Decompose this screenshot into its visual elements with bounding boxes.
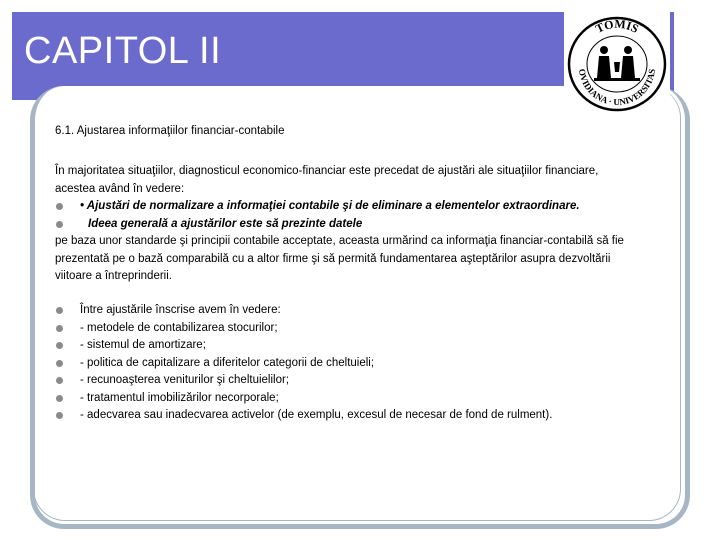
bullet-dot-icon — [56, 377, 63, 384]
bullet-dot-icon — [56, 325, 63, 332]
bullet-general-idea: Ideea generală a ajustărilor este să prezinte datele — [55, 216, 665, 234]
seal-text-bottom: OVIDIANA · UNIVERSITAS — [576, 68, 657, 108]
continuation-line-1: pe baza unor standarde şi principii contabile acceptate, aceasta urmărind ca informaţia financiar-contabilă să fie — [55, 235, 624, 247]
list-item: - metodele de contabilizarea stocurilor; — [55, 320, 665, 338]
list-item: - recunoaşterea veniturilor şi cheltuielilor; — [55, 372, 665, 390]
bullet-dot-icon — [56, 221, 63, 228]
list-item: - politica de capitalizare a diferitelor categorii de cheltuieli; — [55, 355, 665, 373]
intro-line-1: În majoritatea situaţiilor, diagnosticul economico-financiar este precedat de ajustări ale situaţiilor financiare, — [55, 165, 599, 177]
seal-text-top: TOMIS — [593, 16, 641, 36]
intro-line-2: acestea având în vedere: — [55, 182, 185, 195]
continuation-line-2: prezentată pe o bază comparabilă cu a altor firme şi să permită fundamentarea aşteptărilor asupra dezvoltării — [55, 252, 611, 265]
list-item: - adecvarea sau inadecvarea activelor (de exemplu, excesul de necesar de fond de rulment). — [55, 407, 665, 425]
bullet-dot-icon — [56, 395, 63, 402]
list-item: - tratamentul imobilizărilor necorporale; — [55, 390, 665, 408]
bullet-dot-icon — [56, 307, 63, 314]
bullet-dot-icon — [56, 203, 63, 210]
bullet-normalization: • Ajustări de normalizare a informaţiei contabile şi de eliminare a elementelor extraordinare. — [55, 198, 665, 216]
continuation-line-3: viitoare a întreprinderii. — [55, 270, 172, 282]
bullet-dot-icon — [56, 412, 63, 419]
section-heading: 6.1. Ajustarea informaţiilor financiar-contabile — [55, 125, 285, 137]
slide-title: CAPITOL II — [24, 30, 222, 72]
university-seal-logo — [564, 12, 670, 116]
list-item: Între ajustările înscrise avem în vedere: — [55, 302, 665, 320]
bullet-dot-icon — [56, 360, 63, 367]
bullet-dot-icon — [56, 342, 63, 349]
list-item: - sistemul de amortizare; — [55, 337, 665, 355]
